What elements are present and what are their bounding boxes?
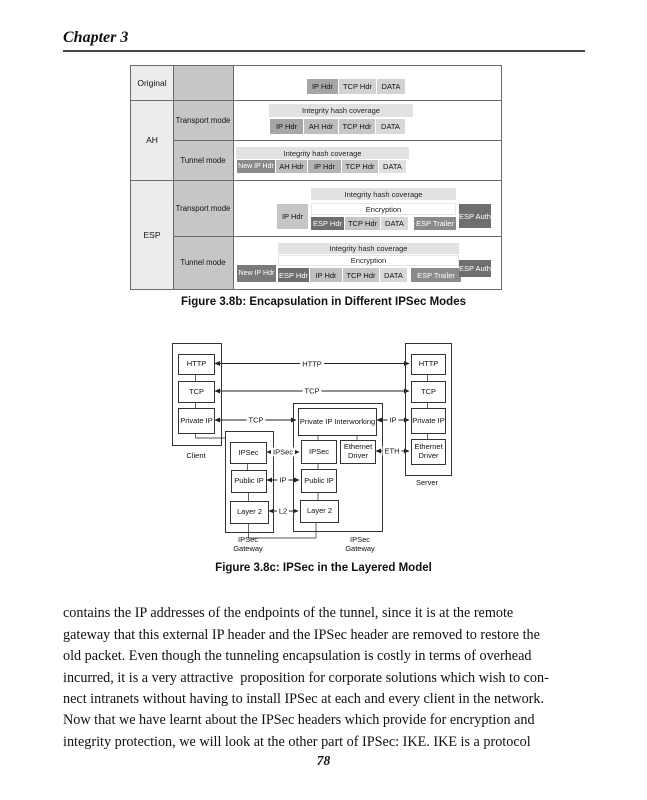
client-label: Client bbox=[186, 451, 206, 460]
packet-segment-ip-hdr: IP Hdr bbox=[277, 204, 308, 229]
packet-segment-esp-hdr: ESP Hdr bbox=[278, 268, 309, 282]
packet-segment-tcp-hdr: TCP Hdr bbox=[345, 217, 380, 230]
packet-esp-tunnel bbox=[278, 268, 407, 282]
paragraph-line: Now that we have learnt about the IPSec headers which provide for encryption and bbox=[63, 712, 535, 728]
node-server-tcp: TCP bbox=[411, 381, 446, 403]
body-paragraph-2 bbox=[63, 710, 535, 753]
packet-segment-esp-auth: ESP Auth bbox=[459, 204, 491, 228]
node-client-http: HTTP bbox=[178, 354, 215, 375]
node-private-ip-interworking: Private IP Interworking bbox=[298, 408, 377, 436]
node-mid-ethernet-driver: Ethernet Driver bbox=[340, 440, 376, 464]
row-label-ah: AH bbox=[146, 135, 158, 145]
figure-3-8c-caption: Figure 3.8c: IPSec in the Layered Model bbox=[215, 562, 432, 574]
packet-segment-new-ip-hdr: New IP Hdr bbox=[237, 160, 275, 173]
edge-label-tcp-2: TCP bbox=[248, 415, 264, 425]
edge-label-ip-2: IP bbox=[279, 475, 287, 485]
page-number: 78 bbox=[316, 753, 331, 768]
node-left-public-ip: Public IP bbox=[231, 470, 267, 493]
mode-label-esp-transport: Transport mode bbox=[175, 203, 231, 213]
packet-segment-tcp-hdr: TCP Hdr bbox=[342, 160, 378, 173]
packet-segment-ip-hdr: IP Hdr bbox=[310, 268, 342, 282]
packet-segment-ah-hdr: AH Hdr bbox=[304, 119, 338, 134]
packet-segment-tcp-hdr: TCP Hdr bbox=[339, 119, 375, 134]
packet-segment-data: DATA bbox=[380, 268, 407, 282]
packet-segment-tcp-hdr: TCP Hdr bbox=[343, 268, 379, 282]
packet-segment-data: DATA bbox=[376, 119, 405, 134]
packet-segment-esp-trailer: ESP Trailer bbox=[411, 268, 461, 282]
node-server-private-ip: Private IP bbox=[411, 408, 446, 434]
chapter-header: Chapter 3 bbox=[63, 29, 129, 46]
figure-3-8b-caption: Figure 3.8b: Encapsulation in Different IPSec Modes bbox=[181, 296, 466, 308]
node-client-private-ip: Private IP bbox=[178, 408, 215, 434]
packet-segment-data: DATA bbox=[381, 217, 408, 230]
packet-segment-ip-hdr: IP Hdr bbox=[270, 119, 303, 134]
node-mid-public-ip: Public IP bbox=[301, 469, 337, 493]
edge-label-l2: L2 bbox=[278, 506, 288, 516]
middle-gateway-label: IPSec Gateway bbox=[345, 535, 375, 554]
packet-segment-esp-auth: ESP Auth bbox=[459, 260, 491, 277]
row-label-original: Original bbox=[137, 78, 167, 88]
packet-segment-ip-hdr: IP Hdr bbox=[307, 79, 338, 94]
edge-label-http: HTTP bbox=[302, 359, 322, 369]
packet-segment-data: DATA bbox=[377, 79, 405, 94]
body-paragraph-1 bbox=[63, 603, 549, 711]
mode-label-esp-tunnel: Tunnel mode bbox=[180, 258, 226, 267]
packet-segment-ip-hdr: IP Hdr bbox=[308, 160, 341, 173]
packet-segment-esp-hdr: ESP Hdr bbox=[312, 219, 343, 228]
header-rule bbox=[63, 50, 585, 52]
node-mid-layer2: Layer 2 bbox=[300, 500, 339, 523]
mode-label-ah-transport: Transport mode bbox=[175, 115, 231, 125]
node-left-layer2: Layer 2 bbox=[230, 501, 269, 524]
mode-label-ah-tunnel: Tunnel mode bbox=[180, 155, 226, 165]
packet-ah-transport bbox=[270, 119, 405, 134]
packet-segment-esp-trailer: ESP Trailer bbox=[414, 217, 456, 230]
edge-label-eth: ETH bbox=[384, 446, 400, 456]
encryption-bar-esp-transport: Encryption bbox=[311, 203, 456, 215]
node-server-http: HTTP bbox=[411, 354, 446, 375]
paragraph-line: integrity protection, we will look at the other part of IPSec: IKE. IKE is a protocol bbox=[63, 733, 531, 750]
packet-segment-new-ip-hdr: New IP Hdr bbox=[237, 265, 276, 282]
row-label-esp: ESP bbox=[143, 229, 161, 240]
edge-label-ipsec: IPSec bbox=[272, 447, 294, 457]
packet-ah-tunnel bbox=[237, 160, 406, 173]
node-client-tcp: TCP bbox=[178, 381, 215, 403]
packet-original bbox=[307, 79, 405, 94]
packet-esp-transport bbox=[311, 217, 408, 230]
encryption-bar-esp-tunnel: Encryption bbox=[278, 255, 459, 266]
integrity-bar-esp-transport: Integrity hash coverage bbox=[311, 188, 456, 200]
edge-label-ip: IP bbox=[389, 415, 397, 425]
paragraph-line: gateway that this external IP header and the IPSec header are removed to restore the bbox=[63, 626, 540, 643]
integrity-bar-ah-transport: Integrity hash coverage bbox=[269, 104, 413, 117]
paragraph-line: incurred, it is a very attractive proposition for corporate solutions which wish to con- bbox=[63, 669, 549, 686]
node-left-ipsec: IPSec bbox=[230, 442, 267, 464]
integrity-bar-ah-tunnel: Integrity hash coverage bbox=[236, 147, 409, 159]
node-server-ethernet-driver: Ethernet Driver bbox=[411, 439, 446, 465]
integrity-bar-esp-tunnel: Integrity hash coverage bbox=[278, 243, 459, 254]
encapsulation-table bbox=[130, 65, 502, 290]
left-gateway-label: IPSec Gateway bbox=[233, 535, 263, 554]
packet-segment-data: DATA bbox=[379, 160, 406, 173]
node-mid-ipsec: IPSec bbox=[301, 440, 337, 464]
paragraph-line: nect intranets without having to install IPSec at each and every client in the network. bbox=[63, 691, 545, 708]
packet-segment-ah-hdr: AH Hdr bbox=[276, 160, 307, 173]
paragraph-line: old packet. Even though the tunneling encapsulation is costly in terms of overhead bbox=[63, 648, 532, 665]
layered-model-diagram bbox=[170, 341, 460, 556]
server-label: Server bbox=[415, 478, 439, 487]
paragraph-line: contains the IP addresses of the endpoints of the tunnel, since it is at the remote bbox=[63, 605, 514, 621]
packet-segment-tcp-hdr: TCP Hdr bbox=[339, 79, 376, 94]
edge-label-tcp: TCP bbox=[304, 386, 320, 396]
